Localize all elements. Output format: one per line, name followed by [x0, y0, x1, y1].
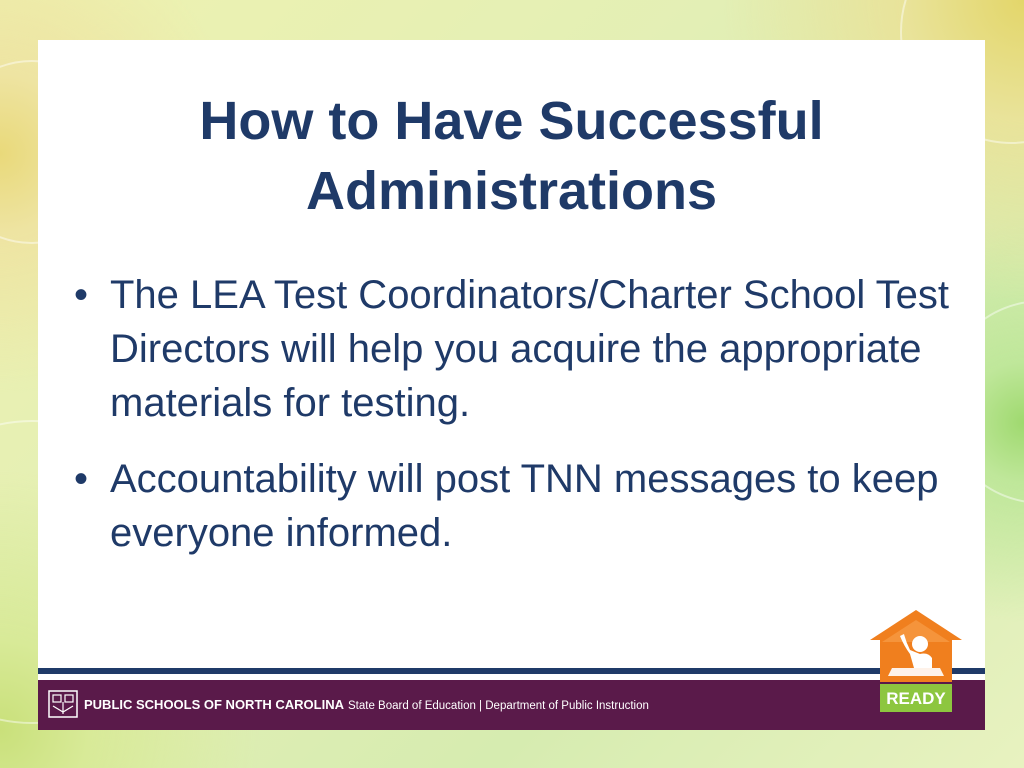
house-student-icon	[870, 610, 962, 682]
ready-logo	[866, 606, 966, 714]
slide-title-line-2: Administrations	[305, 161, 718, 221]
bullet-marker: •	[74, 273, 89, 317]
footer-bar	[38, 680, 985, 730]
bullet-item	[68, 268, 958, 430]
bullet-item	[68, 452, 958, 560]
bullet-marker: •	[74, 457, 89, 501]
bullet-text: The LEA Test Coordinators/Charter School Test Directors will help you acquire the appropriate materials for testing.	[110, 273, 949, 425]
footer-text	[84, 697, 649, 714]
slide	[38, 40, 985, 730]
footer-org-name: PUBLIC SCHOOLS OF NORTH CAROLINA	[84, 697, 344, 712]
bullet-list	[68, 268, 958, 582]
nc-dpi-seal-icon	[48, 690, 78, 718]
ready-label: READY	[886, 689, 946, 708]
slide-title-line-1: How to Have Successful	[199, 91, 824, 151]
bullet-text: Accountability will post TNN messages to keep everyone informed.	[110, 457, 939, 555]
footer-org-subtitle: State Board of Education | Department of Public Instruction	[348, 700, 649, 712]
slide-title	[38, 86, 985, 226]
footer-rule	[38, 668, 985, 674]
